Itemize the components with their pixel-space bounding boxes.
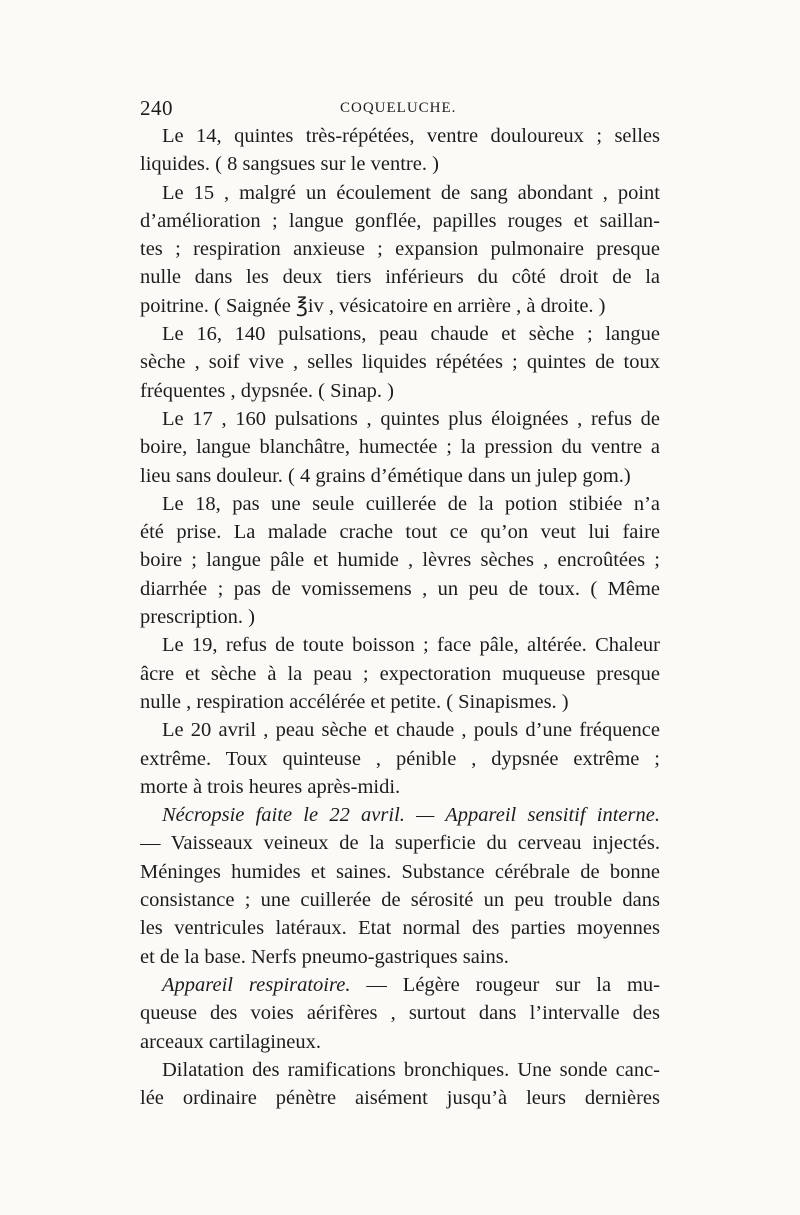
text-line: queuse des voies aérifères , surtout dans l’intervalle des [140, 1002, 660, 1025]
text-line: fréquentes , dypsnée. ( Sinap. ) [140, 379, 394, 402]
text-line: nulle dans les deux tiers inférieurs du côté droit de la [140, 266, 660, 289]
text-line: sèche , soif vive , selles liquides répétées ; quintes de toux [140, 351, 660, 374]
text-line: boire, langue blanchâtre, humectée ; la pression du ventre a [140, 436, 660, 459]
running-title: COQUELUCHE. [340, 100, 457, 116]
text-line: lée ordinaire pénètre aisément jusqu’à leurs dernières [140, 1087, 660, 1110]
text-line: boire ; langue pâle et humide , lèvres sèches , encroûtées ; [140, 549, 660, 572]
text-line: les ventricules latéraux. Etat normal des parties moyennes [140, 917, 660, 940]
text-line: Le 19, refus de toute boisson ; face pâle, altérée. Chaleur [162, 634, 660, 657]
page-header [140, 96, 660, 124]
text-line: prescription. ) [140, 606, 255, 629]
text-line: poitrine. ( Saignée ℥iv , vésicatoire en arrière , à droite. ) [140, 294, 606, 317]
text-line: Appareil respiratoire. — Légère rougeur sur la mu- [162, 973, 660, 996]
text-line: Le 20 avril , peau sèche et chaude , pouls d’une fréquence [162, 719, 660, 742]
text-line: arceaux cartilagineux. [140, 1030, 321, 1053]
text-line: extrême. Toux quinteuse , pénible , dypsnée extrême ; [140, 747, 660, 770]
text-line: été prise. La malade crache tout ce qu’on veut lui faire [140, 521, 660, 544]
text-line: nulle , respiration accélérée et petite. ( Sinapismes. ) [140, 690, 569, 713]
text-line: Méninges humides et saines. Substance cérébrale de bonne [140, 860, 660, 883]
text-line: d’amélioration ; langue gonflée, papilles rouges et saillan- [140, 209, 660, 232]
text-line: âcre et sèche à la peau ; expectoration muqueuse presque [140, 662, 660, 685]
text-line: — Vaisseaux veineux de la superficie du cerveau injectés. [140, 832, 660, 855]
text-line: tes ; respiration anxieuse ; expansion pulmonaire presque [140, 238, 660, 261]
text-line: morte à trois heures après-midi. [140, 775, 401, 798]
text-line: diarrhée ; pas de vomissemens , un peu de toux. ( Même [140, 577, 660, 600]
text-line: Le 18, pas une seule cuillerée de la potion stibiée n’a [162, 492, 660, 515]
text-line: lieu sans douleur. ( 4 grains d’émétique dans un julep gom.) [140, 464, 631, 487]
text-line: Le 14, quintes très-répétées, ventre douloureux ; selles [162, 125, 660, 147]
text-line: Le 17 , 160 pulsations , quintes plus éloignées , refus de [162, 407, 660, 430]
text-line: Le 16, 140 pulsations, peau chaude et sèche ; langue [162, 323, 660, 346]
text-line: Dilatation des ramifications bronchiques. Une sonde canc- [162, 1058, 660, 1081]
text-line: et de la base. Nerfs pneumo-gastriques sains. [140, 945, 509, 968]
text-line: Le 15 , malgré un écoulement de sang abondant , point [162, 181, 660, 204]
text-line: liquides. ( 8 sangsues sur le ventre. ) [140, 153, 439, 176]
text-line: consistance ; une cuillerée de sérosité un peu trouble dans [140, 889, 660, 912]
page-number: 240 [140, 96, 173, 120]
body-text [140, 122, 660, 1112]
text-line: Nécropsie faite le 22 avril. — Appareil sensitif interne. [162, 804, 660, 827]
